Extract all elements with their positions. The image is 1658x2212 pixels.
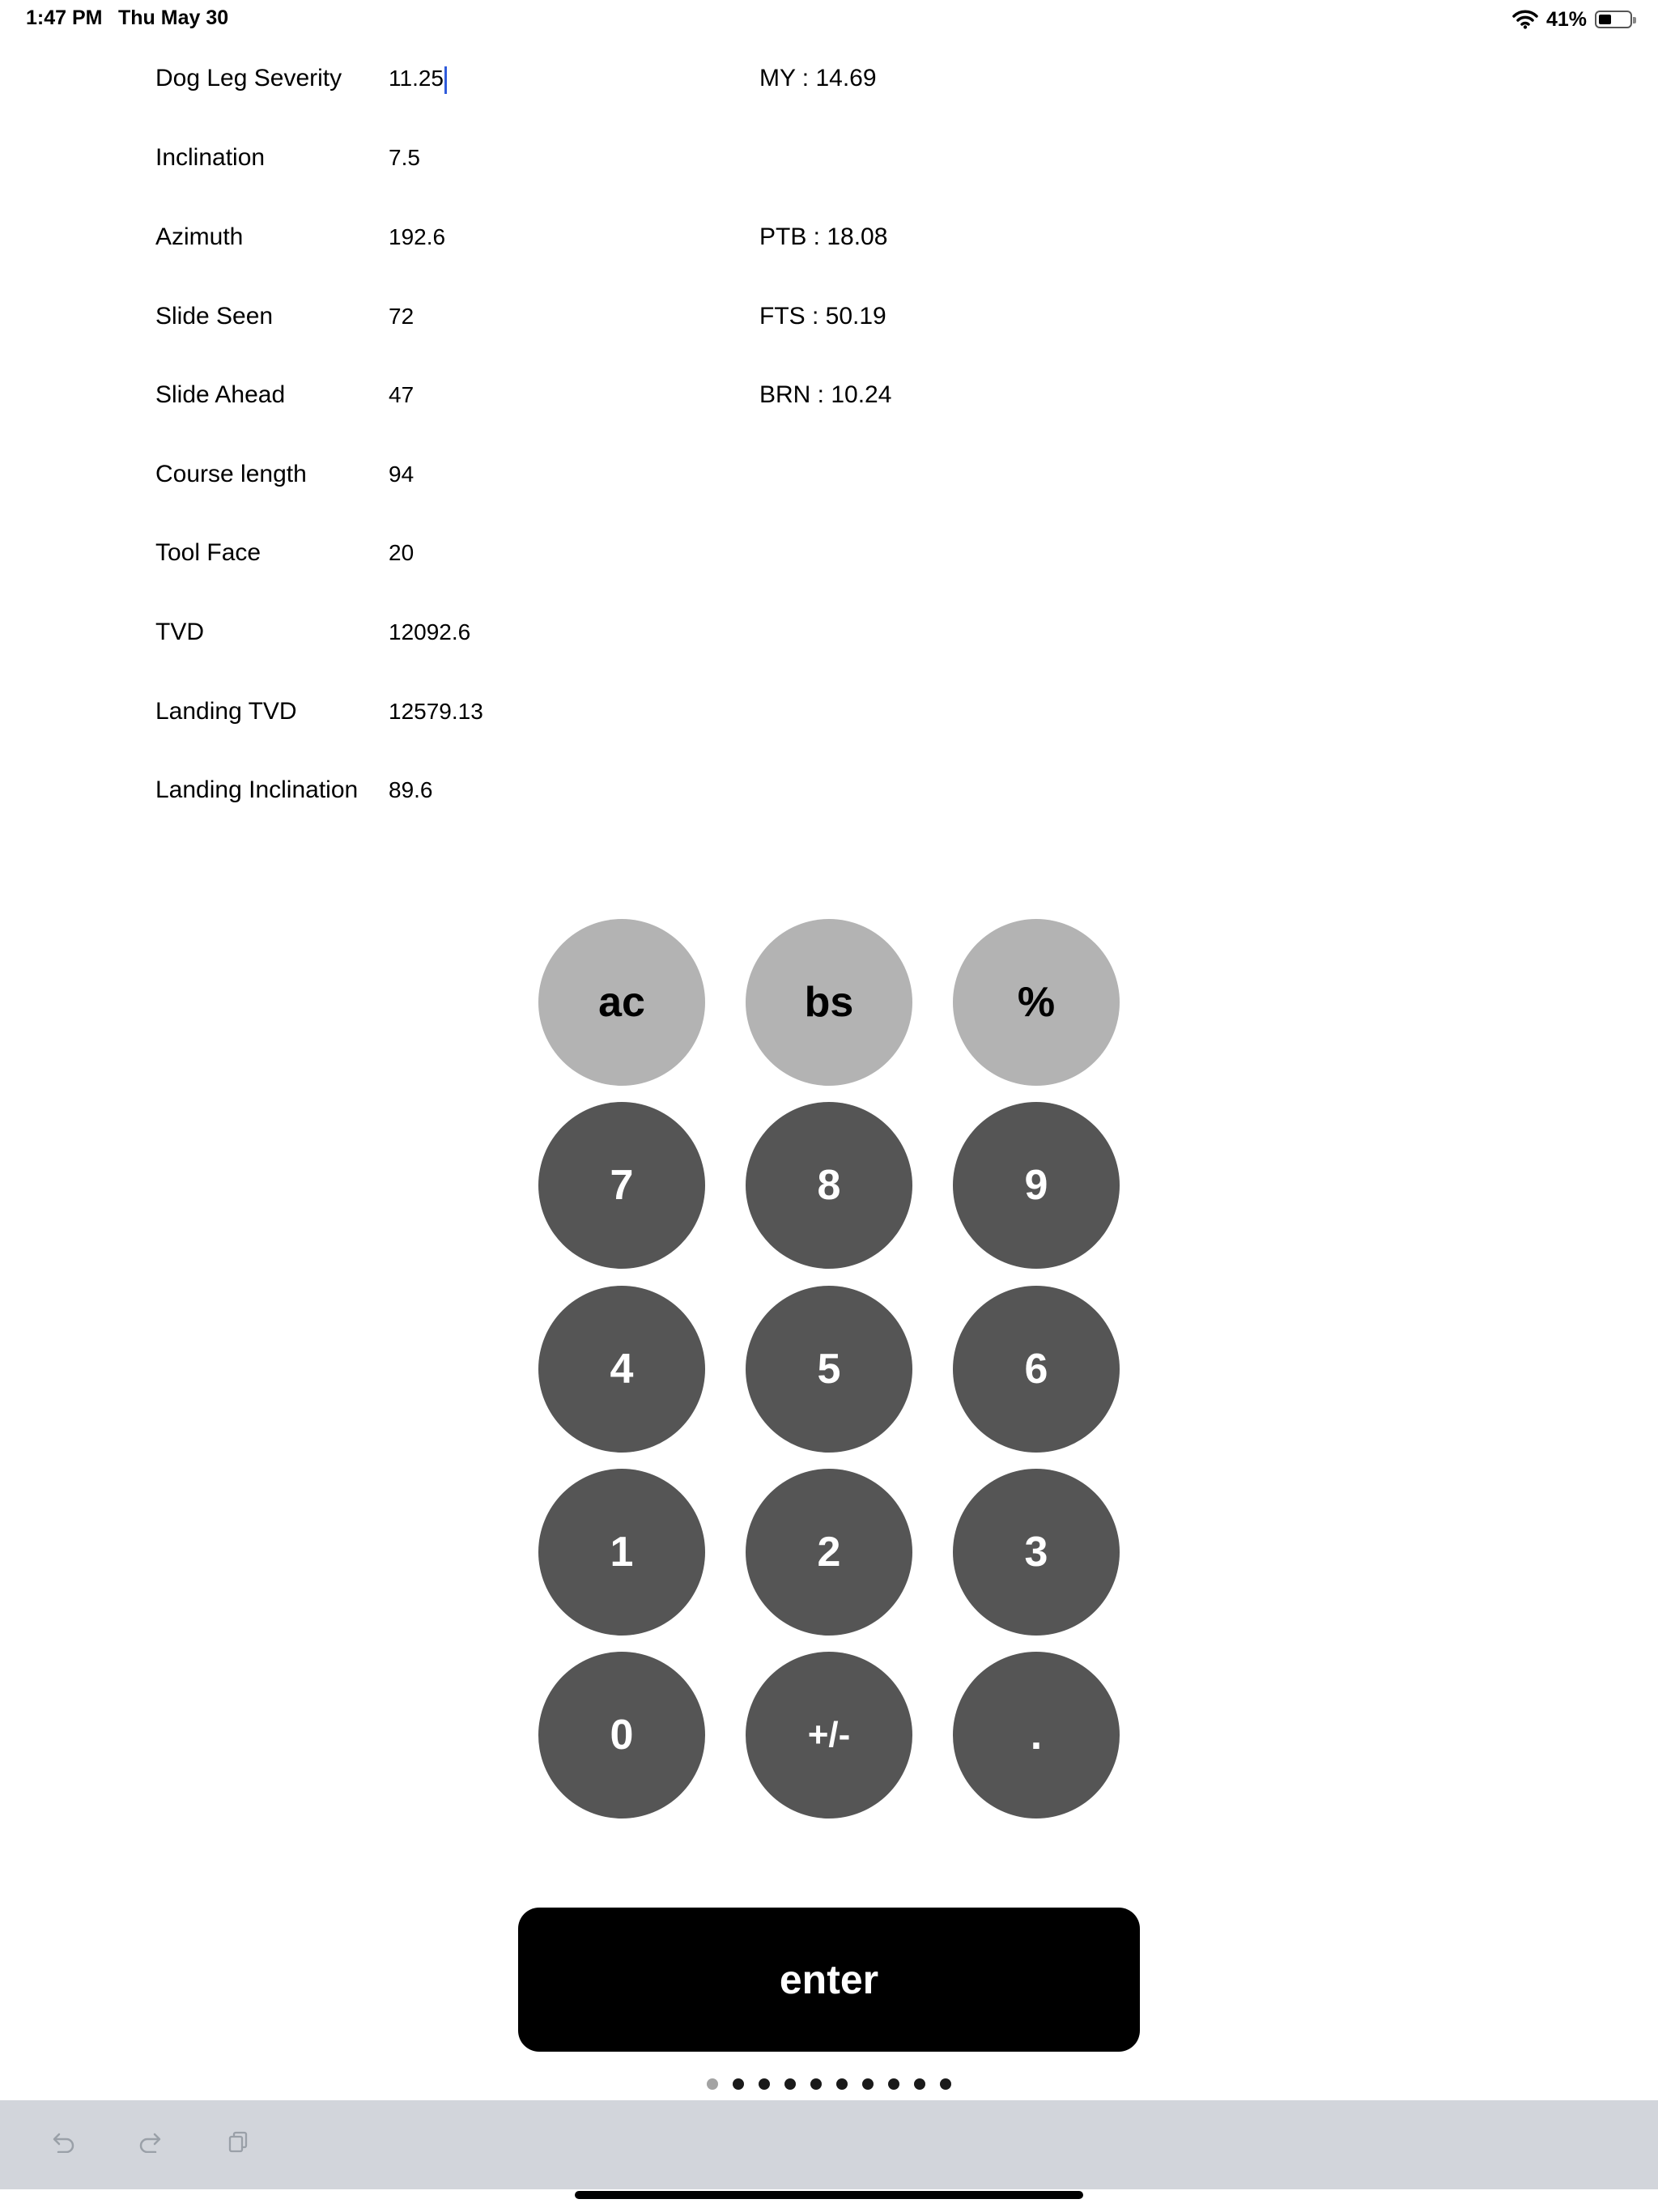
- key-3[interactable]: 3: [953, 1469, 1120, 1636]
- field-label-tool-face: Tool Face: [155, 539, 261, 566]
- field-input-slide-ahead[interactable]: 47: [389, 382, 414, 407]
- status-indicators: [1512, 5, 1632, 34]
- result-brn: BRN : 10.24: [759, 381, 892, 408]
- battery-nub: [1633, 17, 1636, 23]
- page-dot[interactable]: [784, 2078, 796, 2090]
- key-0[interactable]: 0: [538, 1652, 705, 1819]
- battery-fill: [1599, 15, 1611, 24]
- field-input-dog-leg-severity[interactable]: [389, 54, 447, 103]
- field-input-course-length[interactable]: 94: [389, 462, 414, 487]
- key-2[interactable]: 2: [746, 1469, 912, 1636]
- field-input-tool-face[interactable]: 20: [389, 540, 414, 565]
- field-label-slide-seen: Slide Seen: [155, 303, 274, 330]
- field-label-course-length: Course length: [155, 461, 307, 487]
- result-my: MY : 14.69: [759, 65, 877, 91]
- text-cursor: [444, 66, 447, 94]
- page-dot[interactable]: [940, 2078, 951, 2090]
- plus-minus-button[interactable]: +/-: [746, 1652, 912, 1819]
- field-input-azimuth[interactable]: 192.6: [389, 224, 446, 249]
- page-dot[interactable]: [836, 2078, 848, 2090]
- page-dot[interactable]: [759, 2078, 770, 2090]
- field-row-tvd: [0, 608, 810, 657]
- result-fts: FTS : 50.19: [759, 303, 886, 330]
- key-5[interactable]: 5: [746, 1286, 912, 1453]
- field-row-landing-tvd: [0, 687, 810, 736]
- status-bar: [0, 0, 1658, 39]
- field-label-dog-leg-severity: Dog Leg Severity: [155, 65, 342, 91]
- page-dot[interactable]: [914, 2078, 925, 2090]
- field-input-landing-tvd[interactable]: 12579.13: [389, 699, 483, 724]
- percent-button[interactable]: %: [953, 919, 1120, 1086]
- backspace-button[interactable]: bs: [746, 919, 912, 1086]
- field-label-landing-inclination: Landing Inclination: [155, 776, 359, 803]
- field-row-landing-inclination: [0, 766, 810, 815]
- field-row-slide-ahead: [0, 371, 810, 419]
- field-label-azimuth: Azimuth: [155, 223, 244, 250]
- page-dot[interactable]: [888, 2078, 899, 2090]
- paste-icon[interactable]: [220, 2125, 256, 2160]
- result-ptb: PTB : 18.08: [759, 223, 888, 250]
- status-date: Thu May 30: [118, 6, 229, 29]
- page-dot[interactable]: [733, 2078, 744, 2090]
- key-1[interactable]: 1: [538, 1469, 705, 1636]
- field-input-slide-seen[interactable]: 72: [389, 304, 414, 329]
- field-row-tool-face: [0, 529, 810, 577]
- key-7[interactable]: 7: [538, 1102, 705, 1269]
- field-input-tvd[interactable]: 12092.6: [389, 619, 471, 644]
- field-input-landing-inclination[interactable]: 89.6: [389, 777, 433, 802]
- field-row-azimuth: [0, 213, 810, 262]
- key-8[interactable]: 8: [746, 1102, 912, 1269]
- status-time: 1:47 PM: [26, 6, 103, 29]
- field-row-inclination: [0, 134, 810, 182]
- page-dot[interactable]: [810, 2078, 822, 2090]
- keyboard-shortcut-bar: [0, 2100, 1658, 2189]
- field-label-tvd: TVD: [155, 619, 204, 645]
- field-value-text: 11.25: [389, 66, 444, 91]
- wifi-icon: [1512, 10, 1538, 29]
- field-row-dog-leg-severity: [0, 54, 810, 103]
- key-9[interactable]: 9: [953, 1102, 1120, 1269]
- undo-icon[interactable]: [45, 2125, 81, 2160]
- field-row-course-length: [0, 450, 810, 499]
- enter-button[interactable]: enter: [518, 1908, 1140, 2052]
- field-label-landing-tvd: Landing TVD: [155, 698, 297, 725]
- home-indicator[interactable]: [575, 2191, 1083, 2199]
- key-6[interactable]: 6: [953, 1286, 1120, 1453]
- page-control[interactable]: [0, 2078, 1658, 2090]
- decimal-button[interactable]: .: [953, 1652, 1120, 1819]
- redo-icon[interactable]: [133, 2125, 168, 2160]
- battery-icon: [1595, 11, 1632, 28]
- ac-button[interactable]: ac: [538, 919, 705, 1086]
- key-4[interactable]: 4: [538, 1286, 705, 1453]
- field-label-inclination: Inclination: [155, 144, 266, 171]
- field-row-slide-seen: [0, 292, 810, 341]
- page-dot[interactable]: [862, 2078, 874, 2090]
- field-input-inclination[interactable]: 7.5: [389, 145, 420, 170]
- battery-percent: 41%: [1545, 7, 1587, 31]
- field-label-slide-ahead: Slide Ahead: [155, 381, 286, 408]
- page-dot[interactable]: [707, 2078, 718, 2090]
